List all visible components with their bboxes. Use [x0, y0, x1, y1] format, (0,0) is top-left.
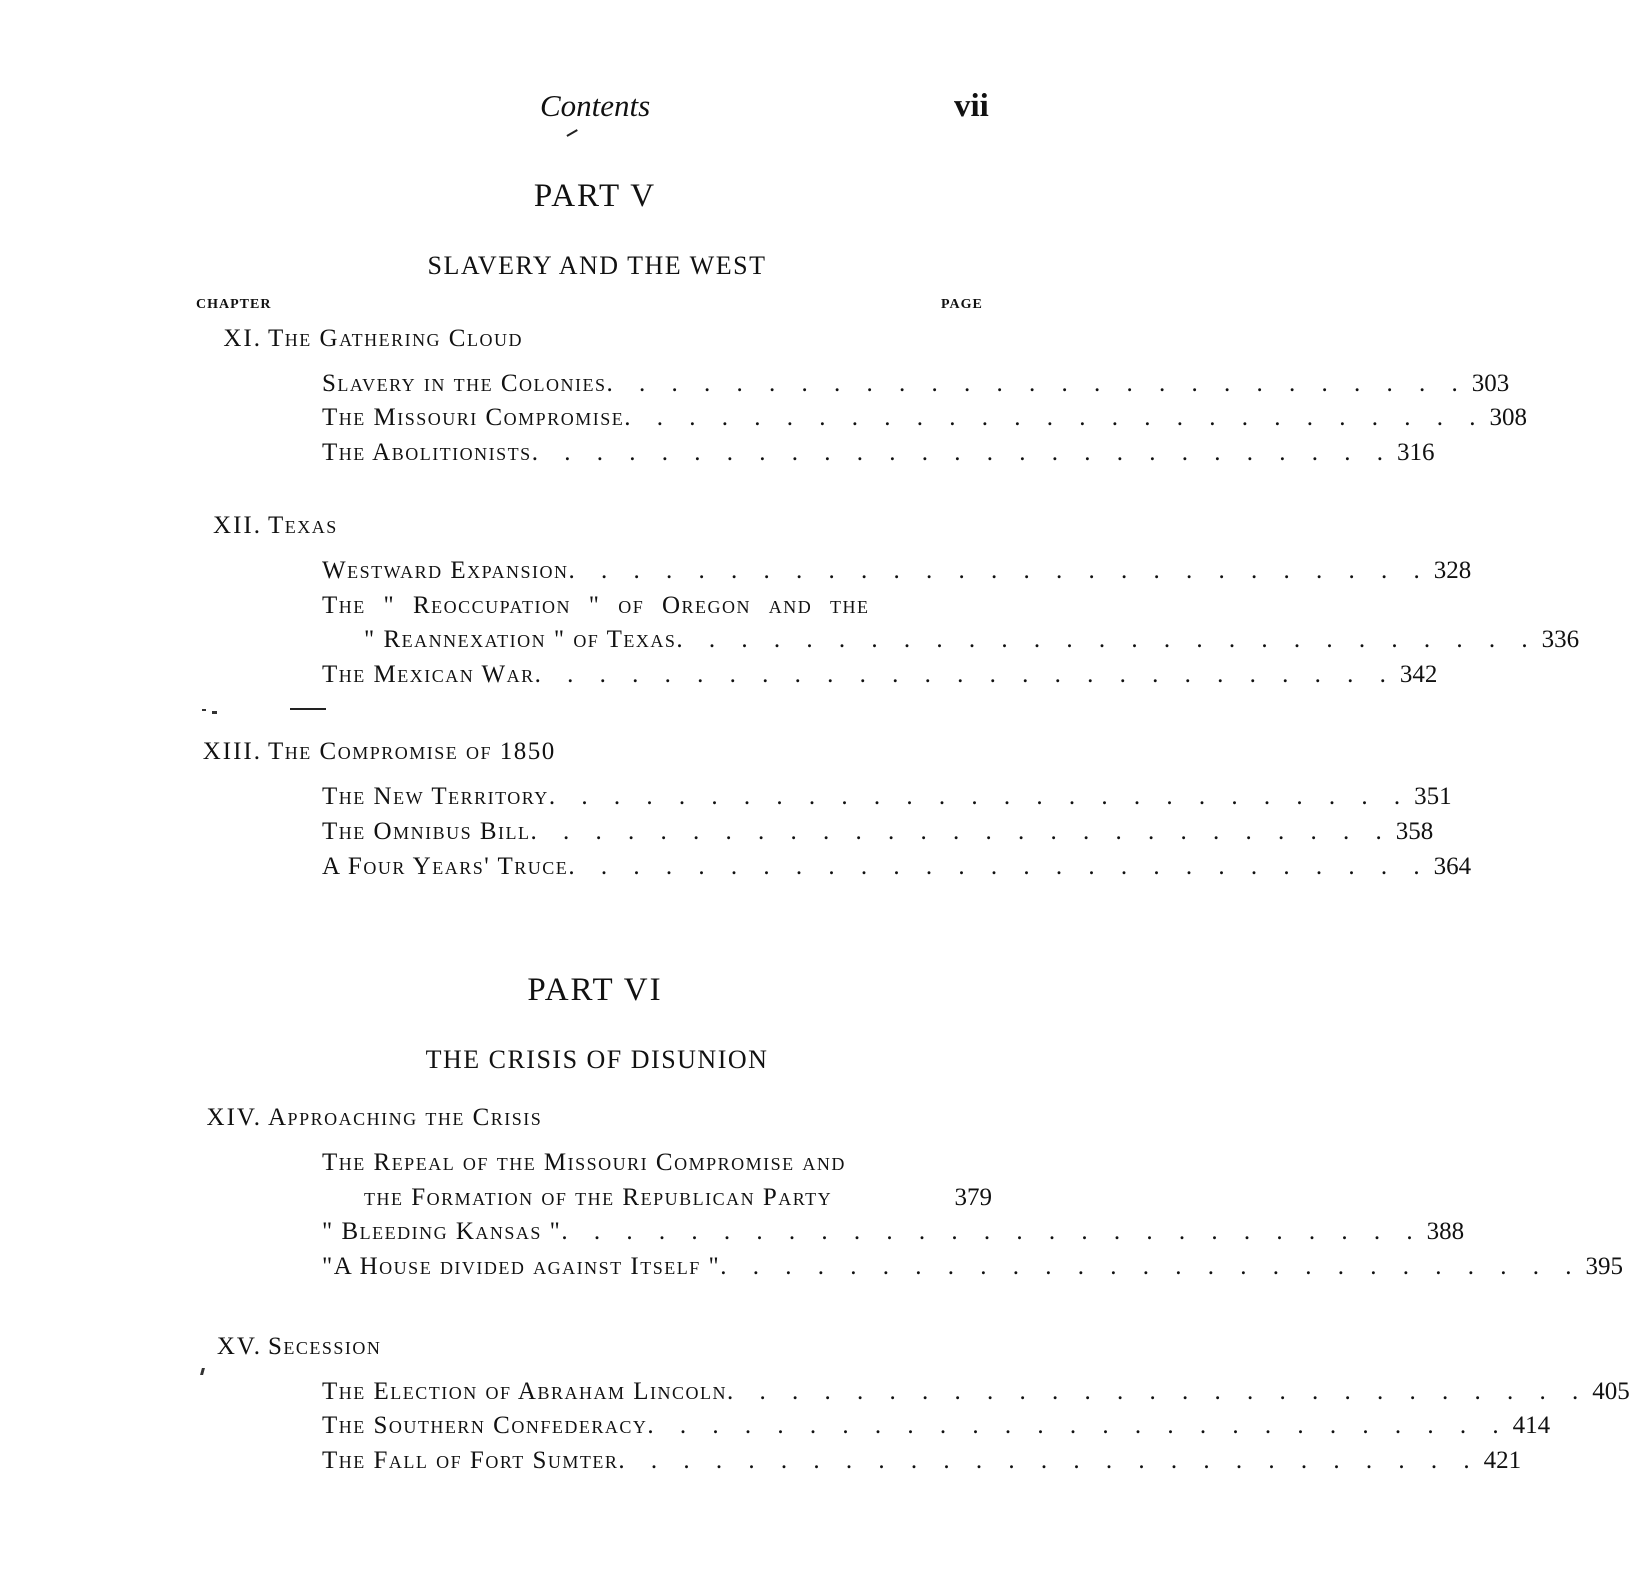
toc-entry[interactable] — [322, 367, 1510, 401]
chapter-number: XI. — [223, 325, 262, 352]
entry-page: 351 — [1414, 783, 1452, 810]
chapter-heading — [0, 1332, 382, 1362]
entry-page: 379 — [954, 1184, 992, 1211]
toc-entry[interactable] — [322, 1375, 1630, 1409]
entry-page: 342 — [1399, 661, 1438, 688]
entry-title: "A House divided against Itself " — [322, 1253, 721, 1280]
entry-page: 395 — [1585, 1253, 1623, 1280]
chapter-number: XII. — [213, 512, 262, 539]
part-heading: PART V — [533, 178, 657, 214]
running-title: Contents — [540, 88, 651, 123]
entry-title: The Missouri Compromise — [322, 404, 625, 431]
chapter-heading — [0, 737, 556, 767]
ink-mark — [290, 708, 326, 710]
chapter-heading — [0, 1103, 543, 1133]
part-heading: PART VI — [527, 972, 663, 1008]
entry-page: 303 — [1471, 370, 1510, 397]
toc-entry[interactable] — [322, 1250, 1623, 1284]
dot-leader: . . . . . . . . . . . . . . . . . . . . . . . . . . . — [676, 626, 1538, 653]
entry-page: 308 — [1489, 404, 1527, 431]
toc-entry[interactable] — [364, 623, 1580, 657]
chapter-number: XIII. — [202, 738, 262, 765]
dot-leader: . . . . . . . . . . . . . . . . . . . . . . . . . . . — [568, 557, 1430, 584]
entry-title: " Bleeding Kansas " — [322, 1218, 562, 1245]
chapter-title: The Compromise of 1850 — [268, 738, 556, 765]
ink-mark — [212, 711, 217, 714]
entry-title: The New Territory — [322, 783, 549, 810]
chapter-title: Approaching the Crisis — [268, 1104, 543, 1131]
toc-entry[interactable] — [322, 554, 1472, 588]
toc-entry[interactable] — [322, 815, 1434, 849]
chapter-heading — [0, 511, 338, 541]
entry-title: Slavery in the Colonies — [322, 370, 607, 397]
entry-page: 421 — [1483, 1447, 1522, 1474]
entry-page: 358 — [1395, 818, 1434, 845]
toc-entry[interactable] — [322, 1444, 1522, 1478]
toc-entry[interactable] — [322, 401, 1527, 435]
chapter-heading — [0, 324, 523, 354]
dot-leader: . . . . . . . . . . . . . . . . . . . . . . . . . . . — [726, 1378, 1589, 1405]
entry-page: 328 — [1433, 557, 1472, 584]
chapter-number: XV. — [216, 1333, 262, 1360]
entry-page: 336 — [1541, 626, 1580, 653]
toc-entry[interactable] — [322, 780, 1452, 814]
entry-title: The Mexican War — [322, 661, 535, 688]
entry-title: A Four Years' Truce — [322, 853, 569, 880]
chapter-title: The Gathering Cloud — [268, 325, 523, 352]
chapter-column-label: CHAPTER — [196, 297, 272, 312]
dot-leader: . . . . . . . . . . . . . . . . . . . . . . . . . . . — [568, 853, 1430, 880]
chapter-number: XIV. — [206, 1104, 262, 1131]
chapter-title: Secession — [268, 1333, 382, 1360]
entry-page: 388 — [1426, 1218, 1465, 1245]
entry-title: Westward Expansion — [322, 557, 569, 584]
entry-page: 364 — [1433, 853, 1472, 880]
toc-entry[interactable] — [364, 1181, 992, 1215]
dot-leader: . . . . . . . . . . . . . . . . . . . . . . . . . . . — [647, 1412, 1509, 1439]
entry-title-line-1: The Repeal of the Missouri Compromise and — [322, 1149, 846, 1176]
ink-mark — [566, 129, 577, 136]
entry-title-line-1: The " Reoccupation " of Oregon and the — [322, 592, 870, 619]
entry-title: The Fall of Fort Sumter — [322, 1447, 619, 1474]
entry-title: the Formation of the Republican Party — [364, 1184, 833, 1211]
entry-title: The Abolitionists — [322, 439, 532, 466]
dot-leader: . . . . . . . . . . . . . . . . . . . . . . . . . . . — [720, 1253, 1582, 1280]
chapter-title: Texas — [268, 512, 338, 539]
dot-leader: . . . . . . . . . . . . . . . . . . . . . . . . . . . — [606, 370, 1468, 397]
part-title: THE CRISIS OF DISUNION — [425, 1045, 769, 1074]
toc-entry[interactable] — [322, 1409, 1551, 1443]
entry-page: 414 — [1512, 1412, 1551, 1439]
toc-entry[interactable] — [322, 850, 1472, 884]
dot-leader: . . . . . . . . . . . . . . . . . . . . . . . . . . . — [618, 1447, 1480, 1474]
entry-title: The Southern Confederacy — [322, 1412, 648, 1439]
entry-page: 316 — [1396, 439, 1435, 466]
ink-mark — [200, 1368, 205, 1375]
page-column-label: PAGE — [941, 297, 983, 312]
entry-title: The Omnibus Bill — [322, 818, 531, 845]
toc-entry[interactable] — [322, 658, 1438, 692]
ink-mark — [202, 709, 206, 711]
dot-leader: . . . . . . . . . . . . . . . . . . . . . . . . . . . — [624, 404, 1486, 431]
dot-leader: . . . . . . . . . . . . . . . . . . . . . . . . . . . — [548, 783, 1411, 810]
page-number: vii — [954, 88, 989, 124]
dot-leader: . . . . . . . . . . . . . . . . . . . . . . . . . . . — [530, 818, 1392, 845]
toc-entry[interactable] — [322, 1215, 1465, 1249]
dot-leader: . . . . . . . . . . . . . . . . . . . . . . . . . . . — [561, 1218, 1423, 1245]
toc-entry[interactable] — [322, 436, 1435, 470]
entry-page: 405 — [1592, 1378, 1630, 1405]
entry-title: The Election of Abraham Lincoln — [322, 1378, 727, 1405]
part-title: SLAVERY AND THE WEST — [427, 251, 767, 280]
dot-leader: . . . . . . . . . . . . . . . . . . . . . . . . . . . — [531, 439, 1393, 466]
entry-title: " Reannexation " of Texas — [364, 626, 677, 653]
dot-leader: . . . . . . . . . . . . . . . . . . . . . . . . . . . — [534, 661, 1396, 688]
